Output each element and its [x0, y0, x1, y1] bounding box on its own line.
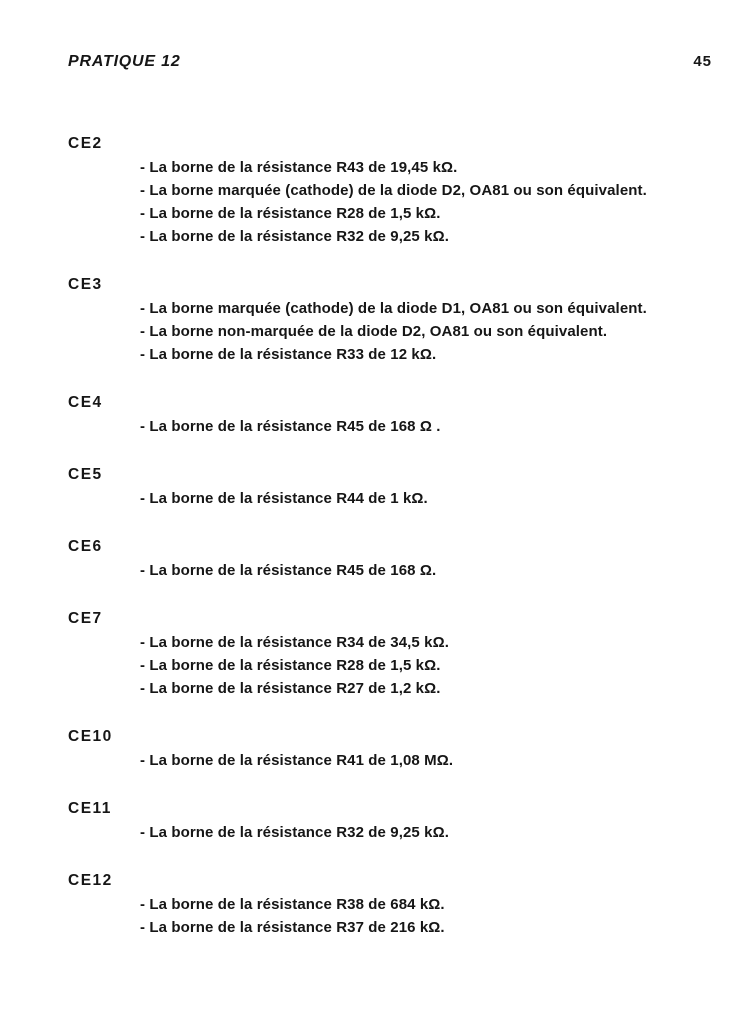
section-ce7 — [68, 606, 712, 700]
list-item: - La borne de la résistance R41 de 1,08 MΩ. — [140, 752, 454, 769]
section-label: CE5 — [68, 466, 103, 483]
section-items — [140, 821, 712, 844]
section-label: CE7 — [68, 610, 103, 627]
list-item: - La borne de la résistance R28 de 1,5 kΩ. — [140, 657, 441, 674]
section-items — [140, 631, 712, 700]
list-item: - La borne de la résistance R32 de 9,25 kΩ. — [140, 824, 449, 841]
section-ce4 — [68, 390, 712, 438]
section-label: CE12 — [68, 872, 113, 889]
section-items — [140, 893, 712, 939]
section-label: CE2 — [68, 135, 103, 152]
list-item: - La borne non-marquée de la diode D2, OA81 ou son équivalent. — [140, 323, 608, 340]
section-items — [140, 156, 712, 248]
doc-title: PRATIQUE 12 — [68, 53, 181, 70]
page-number: 45 — [693, 53, 712, 70]
section-label: CE11 — [68, 800, 112, 817]
list-item: - La borne de la résistance R37 de 216 kΩ. — [140, 919, 445, 936]
list-item: - La borne de la résistance R27 de 1,2 kΩ. — [140, 680, 441, 697]
section-label: CE6 — [68, 538, 103, 555]
section-ce10 — [68, 724, 712, 772]
page-header — [68, 52, 712, 72]
list-item: - La borne de la résistance R32 de 9,25 kΩ. — [140, 228, 449, 245]
section-ce12 — [68, 868, 712, 939]
list-item: - La borne de la résistance R44 de 1 kΩ. — [140, 490, 428, 507]
list-item: - La borne de la résistance R34 de 34,5 kΩ. — [140, 634, 449, 651]
section-ce2 — [68, 131, 712, 248]
section-ce5 — [68, 462, 712, 510]
section-ce6 — [68, 534, 712, 582]
section-ce11 — [68, 796, 712, 844]
list-item: - La borne marquée (cathode) de la diode D1, OA81 ou son équivalent. — [140, 300, 647, 317]
list-item: - La borne marquée (cathode) de la diode D2, OA81 ou son équivalent. — [140, 182, 647, 199]
section-items — [140, 559, 712, 582]
section-label: CE3 — [68, 276, 103, 293]
section-label: CE10 — [68, 728, 113, 745]
page-content — [68, 131, 712, 939]
section-items — [140, 415, 712, 438]
list-item: - La borne de la résistance R38 de 684 kΩ. — [140, 896, 445, 913]
section-items — [140, 487, 712, 510]
section-items — [140, 297, 712, 366]
list-item: - La borne de la résistance R33 de 12 kΩ. — [140, 346, 437, 363]
list-item: - La borne de la résistance R28 de 1,5 kΩ. — [140, 205, 441, 222]
list-item: - La borne de la résistance R43 de 19,45 kΩ. — [140, 159, 458, 176]
list-item: - La borne de la résistance R45 de 168 Ω. — [140, 562, 437, 579]
list-item: - La borne de la résistance R45 de 168 Ω . — [140, 418, 441, 435]
section-ce3 — [68, 272, 712, 366]
section-label: CE4 — [68, 394, 103, 411]
section-items — [140, 749, 712, 772]
